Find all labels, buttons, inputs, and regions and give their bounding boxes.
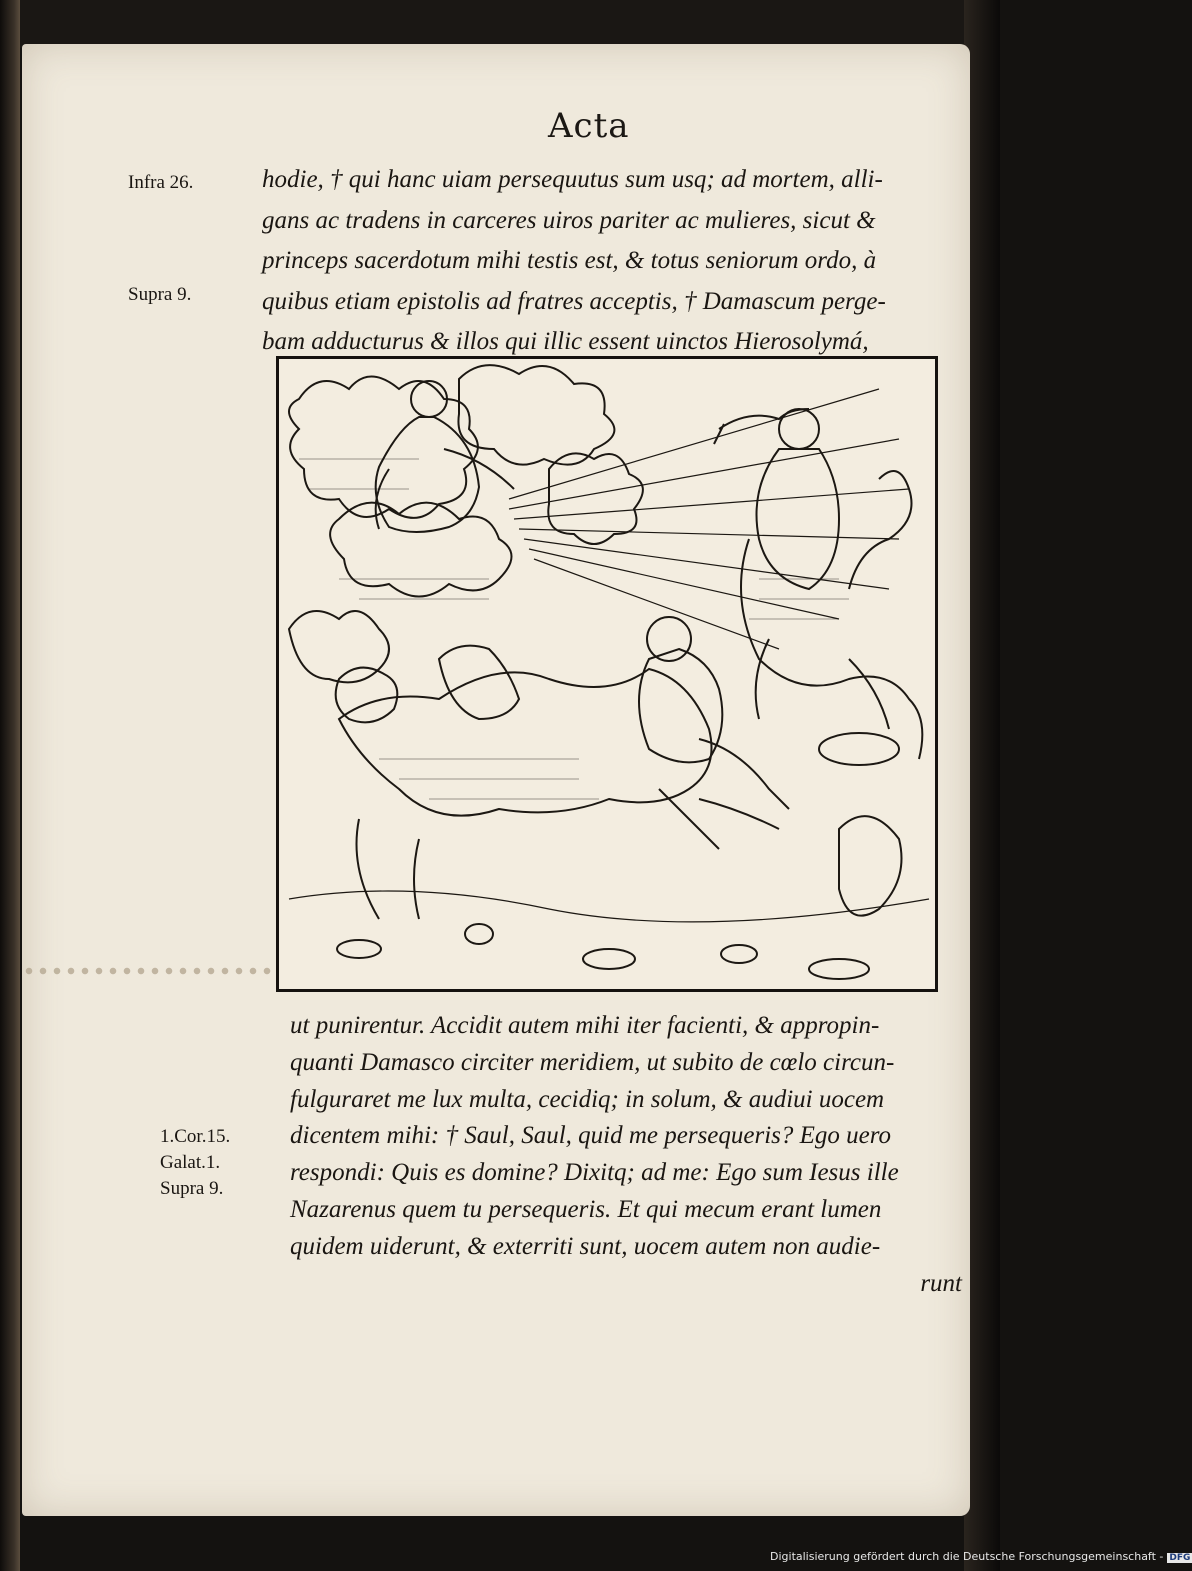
marginal-note: 1.Cor.15. — [160, 1126, 231, 1147]
binding-stitches — [22, 964, 312, 978]
woodcut-illustration — [276, 356, 938, 992]
credit-text: Digitalisierung gefördert durch die Deutsche Forschungsgemeinschaft - — [770, 1550, 1164, 1563]
text-line: respondi: Quis es domine? Dixitq; ad me: Ego sum Iesus ille — [290, 1159, 899, 1187]
text-line: fulguraret me lux multa, cecidiq; in solum, & audiui uocem — [290, 1085, 885, 1113]
text-line: Nazarenus quem tu persequeris. Et qui mecum erant lumen — [290, 1195, 882, 1223]
text-line: quidem uiderunt, & exterriti sunt, uocem autem non audie- — [290, 1232, 881, 1260]
marginal-note: Galat.1. — [160, 1152, 221, 1173]
text-line: dicentem mihi: † Saul, Saul, quid me persequeris? Ego uero — [290, 1122, 892, 1150]
text-line: quibus etiam epistolis ad fratres acceptis, † Damascum perge- — [262, 287, 886, 315]
text-line: hodie, † qui hanc uiam persequutus sum usq; ad mortem, alli- — [262, 166, 883, 193]
text-line: bam adducturus & illos qui illic essent uinctos Hierosolymá, — [262, 328, 869, 356]
text-line: ut punirentur. Accidit autem mihi iter facienti, & appropin- — [290, 1012, 880, 1039]
dfg-logo: DFG — [1169, 1553, 1191, 1563]
body-text-top — [262, 160, 962, 363]
marginal-references — [160, 1124, 230, 1202]
book-spine — [0, 0, 20, 1571]
catchword: runt — [920, 1269, 962, 1297]
running-header: Acta — [548, 106, 630, 146]
woodcut-engraving — [279, 359, 935, 989]
digitization-credit — [770, 1550, 1192, 1563]
text-line: princeps sacerdotum mihi testis est, & totus seniorum ordo, à — [262, 247, 877, 275]
marginal-note: Supra 9. — [128, 284, 192, 305]
marginal-note: Supra 9. — [160, 1178, 224, 1199]
text-line: quanti Damasco circiter meridiem, ut subito de cœlo circun- — [290, 1048, 895, 1076]
body-text-bottom — [290, 1008, 962, 1302]
scan-top-border — [0, 0, 1000, 48]
text-line: gans ac tradens in carceres uiros pariter ac mulieres, sicut & — [262, 206, 876, 234]
marginal-note: Infra 26. — [128, 172, 194, 193]
